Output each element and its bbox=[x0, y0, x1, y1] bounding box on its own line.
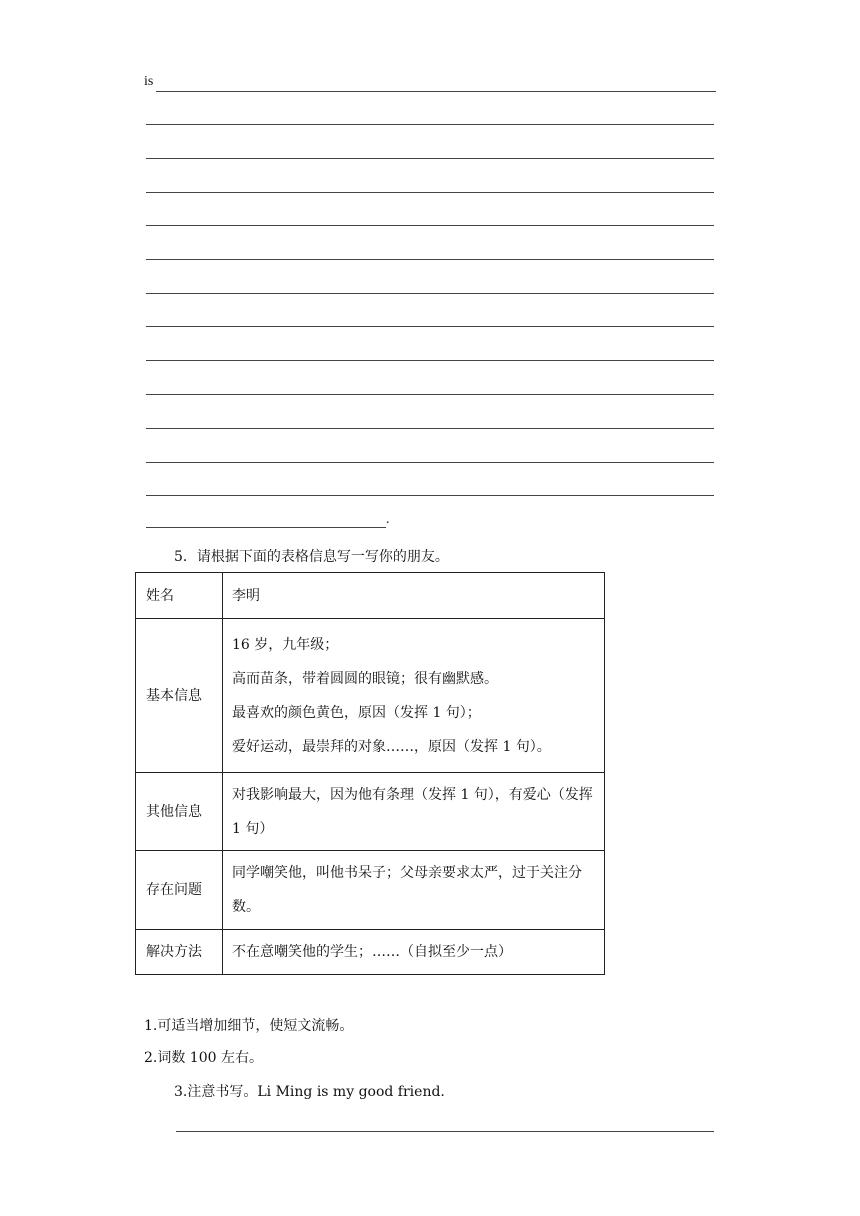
requirement-item: 2.词数 100 左右。 bbox=[144, 1050, 263, 1066]
row-content bbox=[223, 619, 605, 773]
row-content-line: 高而苗条，带着圆圆的眼镜；很有幽默感。 bbox=[232, 670, 498, 687]
row-content-line: 爱好运动，最崇拜的对象……，原因（发挥 1 句）。 bbox=[232, 738, 551, 755]
writing-line[interactable] bbox=[146, 259, 714, 260]
row-content bbox=[223, 773, 605, 851]
row-label: 姓名 bbox=[136, 573, 223, 619]
table-row bbox=[136, 573, 605, 619]
writing-line[interactable] bbox=[146, 293, 714, 294]
row-label: 其他信息 bbox=[136, 773, 223, 851]
table-row bbox=[136, 773, 605, 851]
row-label: 存在问题 bbox=[136, 851, 223, 930]
row-content bbox=[223, 573, 605, 619]
writing-line[interactable] bbox=[156, 91, 716, 92]
writing-line[interactable] bbox=[146, 428, 714, 429]
row-content-line: 16 岁，九年级； bbox=[232, 636, 339, 653]
writing-line[interactable] bbox=[146, 225, 714, 226]
friend-info-table bbox=[135, 572, 605, 975]
table-row bbox=[136, 619, 605, 773]
row-content-line: 不在意嘲笑他的学生；……（自拟至少一点） bbox=[232, 944, 512, 960]
table-row bbox=[136, 851, 605, 930]
writing-line[interactable] bbox=[146, 360, 714, 361]
answer-writing-line[interactable] bbox=[176, 1131, 714, 1132]
question-prompt: 5．请根据下面的表格信息写一写你的朋友。 bbox=[174, 549, 449, 565]
table-row bbox=[136, 930, 605, 975]
writing-line[interactable] bbox=[146, 124, 714, 125]
row-label: 基本信息 bbox=[136, 619, 223, 773]
requirement-item: 3.注意书写。Li Ming is my good friend. bbox=[174, 1084, 445, 1100]
writing-line[interactable] bbox=[146, 462, 714, 463]
writing-line-end-period: . bbox=[386, 512, 390, 527]
writing-line[interactable] bbox=[146, 326, 714, 327]
writing-line[interactable] bbox=[146, 394, 714, 395]
row-label: 解决方法 bbox=[136, 930, 223, 975]
row-content-line: 对我影响最大，因为他有条理（发挥 1 句），有爱心（发挥 1 句） bbox=[232, 786, 593, 837]
row-content-line: 同学嘲笑他，叫他书呆子；父母亲要求太严，过于关注分数。 bbox=[232, 865, 582, 915]
row-content bbox=[223, 851, 605, 930]
writing-line[interactable] bbox=[146, 527, 386, 528]
requirement-item: 1.可适当增加细节，使短文流畅。 bbox=[144, 1018, 354, 1034]
writing-line[interactable] bbox=[146, 192, 714, 193]
row-content-line: 最喜欢的颜色黄色，原因（发挥 1 句）； bbox=[232, 704, 481, 721]
writing-line[interactable] bbox=[146, 158, 714, 159]
writing-line[interactable] bbox=[146, 495, 714, 496]
row-content-line: 李明 bbox=[232, 587, 260, 604]
row-content bbox=[223, 930, 605, 975]
writing-line-prefix: is bbox=[144, 74, 154, 89]
